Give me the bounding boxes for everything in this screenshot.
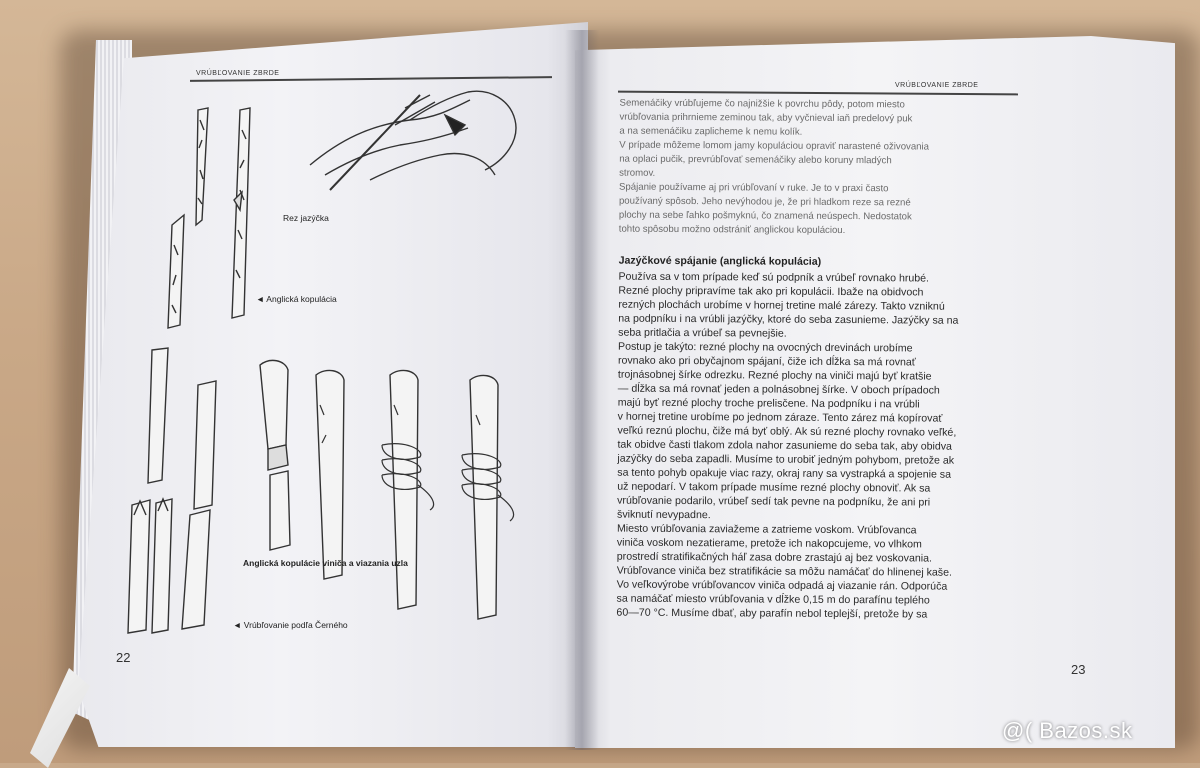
text-line: vrúbľovanie podarilo, vrúbeľ sedí tak pevne na podpníku, že ani pri [617,494,931,509]
section-title: Jazýčkové spájanie (anglická kopulácia) [618,254,822,268]
text-line: a na semenáčiku zaplicheme k nemu kolík. [619,125,803,138]
text-line: sa tento pohyb opakuje viac razy, okraj rany sa vystrapká a spojenie sa [617,466,952,481]
text-line: Spájanie používame aj pri vrúbľovaní v ruke. Je to v praxi často [619,181,889,195]
text-line: V prípade môžeme lomom jamy kopuláciou opraviť narastené oživovania [619,139,930,153]
text-line: — dĺžka sa má rovnať jeden a polnásobnej šírke. V oboch prípadoch [617,382,940,397]
text-line: veľkú reznú plochu, čiže má byť oblý. Ak sú rezné plochy rovnako veľké, [617,424,957,439]
right-page-number: 23 [1071,662,1086,677]
text-line: na oplaci pučik, prevrúbľovať semenáčiky alebo koruny mladých [619,153,892,167]
text-line: rezných plochách urobíme v hornej tretine malé zárezy. Takto vzniknú [618,298,945,313]
text-line: v hornej tretine urobíme po jednom záraze. Tento zárez má kopírovať [617,410,943,425]
text-line: používaný spôsob. Jeho nevýhodou je, že pri hladkom reze sa rezné [618,195,911,209]
book-spine [565,30,599,750]
text-line: stromov. [619,167,656,179]
caption-anglicka-kopulacia: ◄ Anglická kopulácia [256,294,337,304]
left-page-number: 22 [116,650,131,665]
text-line: Vrúbľovance viniča bez stratifikácie sa môžu namáčať do hlinenej kaše. [616,564,952,579]
text-line: prostredí stratifikačných háľ zasa dobre zrastajú aj bez voskovania. [616,550,933,565]
caption-vinic-viazanie: Anglická kopulácie viniča a viazania uzla [243,558,408,568]
text-line: Postup je takýto: rezné plochy na ovocných drevinách urobíme [618,340,913,355]
text-line: 60—70 °C. Musíme dbať, aby parafín nebol teplejší, pretože by sa [616,606,928,621]
text-line: na podpníku i na vrúbli jazýčky, ktoré do seba zasunieme. Jazýčky sa na [618,312,959,327]
text-line: Miesto vrúbľovania zaviažeme a zatrieme voskom. Vrúbľovanca [616,522,917,537]
text-line: majú byť rezné plochy troche prelisčene. Na podpníku i na vrúbli [617,396,920,411]
text-line: trojnásobnej šírke odrezku. Rezné plochy na viniči majú byť kratšie [617,368,932,383]
text-line: Semenáčiky vrúbľujeme čo najnižšie k povrchu pôdy, potom miesto [619,97,905,111]
text-line: sa namáčať miesto vrúbľovania v dĺžke 0,15 m do parafínu teplého [616,592,930,607]
text-line: vrúbľovania prihrnieme zeminou tak, aby vyčnieval iaň predelový puk [619,111,913,125]
text-line: viniča voskom nezatierame, pretože ich nakopcujeme, vo vlhkom [616,536,922,551]
text-line: tak obidve časti tlakom zdola nahor zasunieme do seba tak, aby obidva [617,438,953,453]
text-line: seba pritlačia a vrúbeľ sa pevnejšie. [618,326,787,340]
text-line: Používa sa v tom prípade keď sú podpník a vrúbeľ rovnako hrubé. [618,270,930,285]
text-line: plochy na sebe ľahko pošmyknú, čo znamená neúspech. Nedostatok [618,209,912,223]
text-line: jazýčky do seba zapadli. Musíme to urobiť jedným pohybom, pretože ak [617,452,955,467]
right-page-text [616,97,1074,623]
text-line: Vo veľkovýrobe vrúbľovancov viniča odpadá aj viazanie rán. Odporúča [616,578,948,593]
body-text [616,270,1073,622]
grafting-illustration-top [150,80,530,340]
text-line: Rezné plochy pripravíme tak ako pri kopulácii. Ibaže na obidvoch [618,284,924,299]
faded-intro-text [619,97,1075,239]
grafting-illustration-bottom [120,345,540,645]
right-running-head: VRÚBĽOVANIE ZBRDE [895,82,979,89]
text-line: šviknutí nevypadne. [617,508,711,522]
text-line: už nepodarí. V takom prípade musíme rezné plochy obnoviť. Ak sa [617,480,931,495]
text-line: tohto spôsobu možno odstrániť anglickou kopuláciou. [618,223,846,236]
caption-cerneho: ◄ Vrúbľovanie podľa Černého [233,620,348,630]
bazos-watermark: @( Bazos.sk [1002,718,1133,743]
caption-rez-jazycka: Rez jazýčka [283,213,329,223]
text-line: rovnako ako pri obyčajnom spájaní, čiže ich dĺžka sa má rovnať [617,354,916,369]
left-running-head: VRÚBĽOVANIE ZBRDE [196,70,280,77]
